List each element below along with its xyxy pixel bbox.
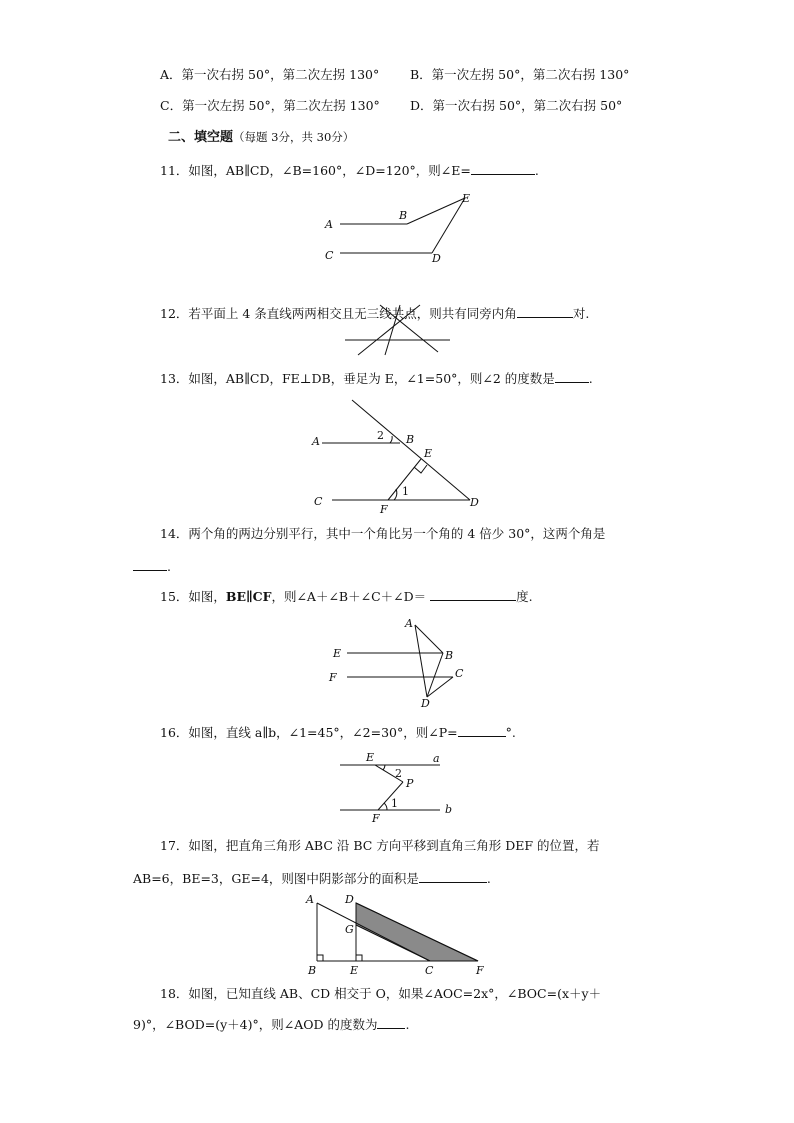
q11-end: . bbox=[534, 163, 539, 178]
q11-text bbox=[160, 162, 539, 179]
q16-text bbox=[160, 724, 516, 741]
q13-label-b: B bbox=[406, 433, 415, 446]
q17-label-e: E bbox=[350, 964, 359, 977]
q17-label-g: G bbox=[345, 923, 354, 936]
q15-label-e: E bbox=[333, 647, 342, 660]
q11-answer-blank[interactable] bbox=[471, 162, 535, 175]
q16-answer-blank[interactable] bbox=[458, 724, 506, 737]
q15-label-f: F bbox=[329, 671, 337, 684]
q16-label-e: E bbox=[366, 751, 375, 764]
q16-label-f: F bbox=[372, 812, 380, 825]
q10-option-d: D．第一次右拐 50°，第二次右拐 50° bbox=[410, 98, 623, 113]
q16-label-p: P bbox=[406, 777, 414, 790]
q12-answer-blank[interactable] bbox=[517, 305, 573, 318]
q13-label-e: E bbox=[424, 447, 433, 460]
q16-end: °. bbox=[505, 725, 516, 740]
q16-stem: 16．如图，直线 a∥b，∠1=45°，∠2=30°，则∠P= bbox=[160, 725, 458, 740]
q16-angle-1-arc bbox=[384, 803, 387, 810]
q15-end: 度. bbox=[516, 589, 533, 604]
q10-option-a: A．第一次右拐 50°，第二次左拐 130° bbox=[160, 67, 380, 82]
q13-figure bbox=[310, 395, 490, 515]
q15-label-a: A bbox=[405, 617, 413, 630]
section-title: 二、填空题 bbox=[168, 130, 234, 145]
q11-label-b: B bbox=[399, 209, 408, 222]
q15-figure bbox=[325, 615, 475, 710]
q18-line1: 18．如图，已知直线 AB、CD 相交于 O，如果∠AOC=2x°，∠BOC=(x＋y＋ bbox=[160, 986, 602, 1001]
q17-right-angle-e bbox=[356, 955, 362, 961]
q16-label-angle-1: 1 bbox=[391, 797, 398, 810]
q17-line2 bbox=[133, 870, 491, 887]
q14-answer-blank[interactable] bbox=[133, 558, 167, 571]
q15-stem-bold: BE∥CF bbox=[225, 589, 272, 604]
q13-label-angle-2: 2 bbox=[377, 429, 384, 442]
q12-line-3 bbox=[380, 305, 438, 352]
q10-option-c: C．第一次左拐 50°，第二次左拐 130° bbox=[160, 98, 380, 113]
section-heading bbox=[168, 129, 354, 146]
q18-end: . bbox=[405, 1017, 410, 1032]
q18-answer-blank[interactable] bbox=[377, 1016, 405, 1029]
q17-answer-blank[interactable] bbox=[419, 870, 487, 883]
q13-angle-2-arc bbox=[390, 436, 392, 443]
q13-text bbox=[160, 370, 593, 387]
q15-label-b: B bbox=[445, 649, 454, 662]
q13-line-bd bbox=[352, 400, 470, 500]
q17-end: . bbox=[486, 871, 491, 886]
q14-line2 bbox=[133, 558, 171, 575]
q12-line-4 bbox=[385, 305, 400, 355]
q17-label-b: B bbox=[308, 964, 317, 977]
q15-text bbox=[160, 588, 533, 605]
q13-label-c: C bbox=[314, 495, 323, 508]
q16-angle-2-arc bbox=[383, 765, 385, 770]
q11-line-ed bbox=[432, 198, 465, 253]
q16-label-b: b bbox=[445, 803, 453, 816]
q12-end: 对. bbox=[572, 306, 590, 321]
q17-label-a: A bbox=[306, 893, 314, 906]
q17-figure bbox=[300, 893, 500, 978]
q15-stem-suffix: ，则∠A＋∠B＋∠C＋∠D＝ bbox=[271, 589, 427, 604]
q15-stem-prefix: 15．如图， bbox=[160, 589, 226, 604]
q11-label-e: E bbox=[462, 192, 471, 205]
q16-figure bbox=[335, 750, 465, 825]
q13-label-d: D bbox=[470, 496, 479, 509]
q11-label-a: A bbox=[325, 218, 333, 231]
section-note: （每题 3分，共 30分） bbox=[233, 130, 355, 144]
q15-answer-blank[interactable] bbox=[430, 588, 516, 601]
q13-stem: 13．如图，AB∥CD，FE⊥DB，垂足为 E，∠1=50°，则∠2 的度数是 bbox=[160, 371, 555, 386]
q17-label-f: F bbox=[476, 964, 484, 977]
q17-line1: 17．如图，把直角三角形 ABC 沿 BC 方向平移到直角三角形 DEF 的位置，若 bbox=[160, 838, 600, 853]
q17-label-c: C bbox=[425, 964, 434, 977]
q18-line2 bbox=[133, 1016, 409, 1033]
q11-line-be bbox=[407, 198, 465, 224]
q13-end: . bbox=[588, 371, 593, 386]
q16-label-angle-2: 2 bbox=[395, 767, 402, 780]
q11-figure bbox=[320, 190, 480, 265]
q12-figure bbox=[340, 300, 455, 360]
q12-stem: 12．若平面上 4 条直线两两相交且无三线共点，则共有同旁内角 bbox=[160, 306, 517, 321]
q18-stem: 9)°，∠BOD=(y＋4)°，则∠AOD 的度数为 bbox=[133, 1017, 378, 1032]
q16-label-a: a bbox=[433, 752, 440, 765]
q13-label-f: F bbox=[380, 503, 388, 516]
q14-end: . bbox=[167, 559, 171, 574]
q17-label-d: D bbox=[345, 893, 354, 906]
q13-label-a: A bbox=[312, 435, 320, 448]
q17-stem: AB=6，BE=3，GE=4，则图中阴影部分的面积是 bbox=[133, 871, 419, 886]
q11-label-d: D bbox=[432, 252, 441, 265]
q15-label-c: C bbox=[455, 667, 464, 680]
q14-text: 14．两个角的两边分别平行，其中一个角比另一个角的 4 倍少 30°，这两个角是 bbox=[160, 526, 606, 541]
q13-answer-blank[interactable] bbox=[555, 370, 589, 383]
q17-right-angle-b bbox=[317, 955, 323, 961]
q11-stem: 11．如图，AB∥CD，∠B=160°，∠D=120°，则∠E= bbox=[160, 163, 471, 178]
q13-label-angle-1: 1 bbox=[402, 485, 409, 498]
q15-label-d: D bbox=[421, 697, 430, 710]
q13-right-angle-mark bbox=[414, 465, 427, 473]
q11-label-c: C bbox=[325, 249, 334, 262]
q10-option-b: B．第一次左拐 50°，第二次右拐 130° bbox=[410, 67, 630, 82]
